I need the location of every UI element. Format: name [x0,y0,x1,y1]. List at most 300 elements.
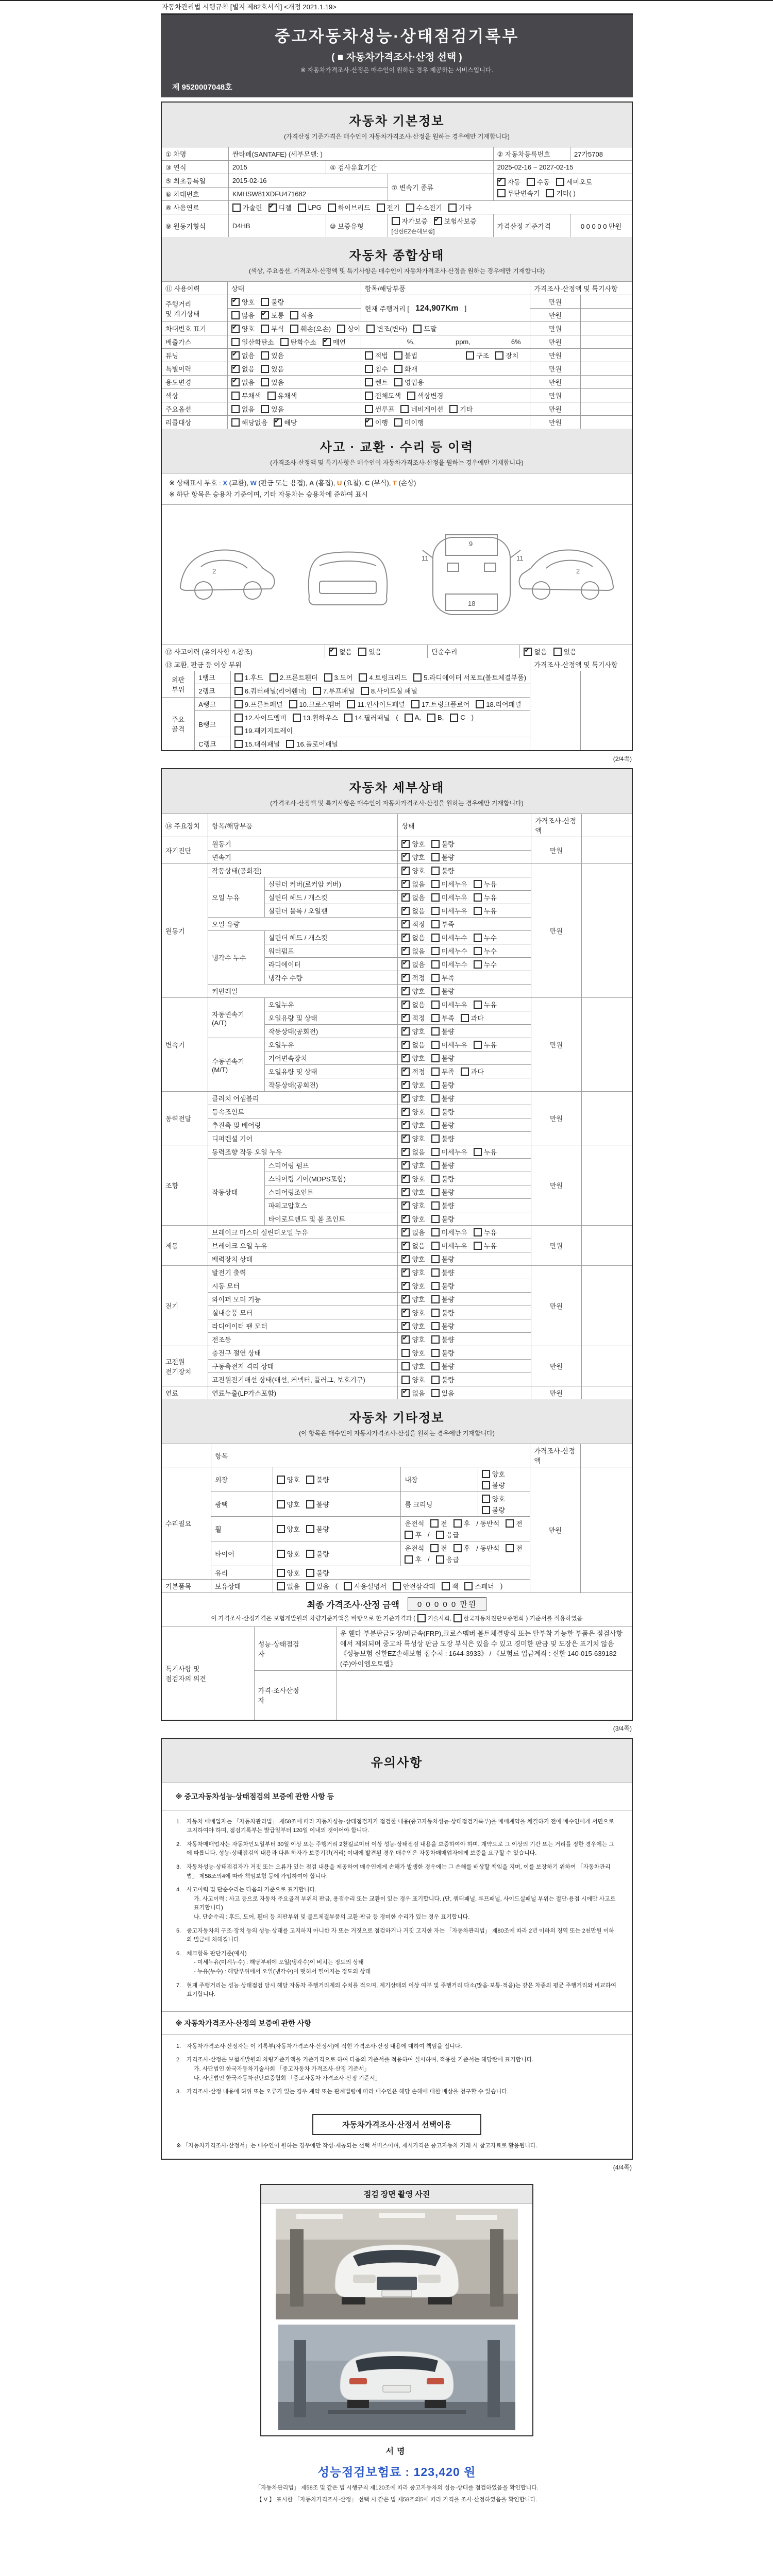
checkbox-icon[interactable] [401,1268,410,1277]
checkbox-unchecked[interactable] [442,1581,459,1591]
checkbox-icon[interactable] [401,947,410,955]
checkbox-unchecked[interactable] [234,739,280,749]
checkbox-unchecked[interactable] [234,672,263,682]
checkbox-unchecked[interactable] [431,1308,455,1317]
checkbox-checked[interactable] [231,364,255,374]
checkbox-icon[interactable] [431,907,440,915]
checkbox-checked[interactable] [401,1053,425,1063]
checkbox-icon[interactable] [411,700,419,708]
checkbox-icon[interactable] [401,1255,410,1263]
checkbox-unchecked[interactable] [313,686,355,696]
checkbox-unchecked[interactable] [261,404,284,414]
checkbox-icon[interactable] [401,880,410,888]
checkbox-unchecked[interactable] [431,879,467,889]
checkbox-checked[interactable] [524,647,547,656]
checkbox-unchecked[interactable] [280,337,316,347]
checkbox-unchecked[interactable] [430,1518,447,1528]
checkbox-icon[interactable] [365,351,373,360]
checkbox-checked[interactable] [401,1147,425,1157]
checkbox-icon[interactable] [430,1544,439,1552]
checkbox-icon[interactable] [431,1215,440,1223]
checkbox-unchecked[interactable] [231,417,267,427]
checkbox-icon[interactable] [431,853,440,861]
checkbox-checked[interactable] [365,417,388,427]
checkbox-icon[interactable] [261,311,269,319]
checkbox-checked[interactable] [401,1093,425,1103]
checkbox-unchecked[interactable] [431,906,467,916]
checkbox-icon[interactable] [401,1027,410,1036]
checkbox-unchecked[interactable] [553,647,577,656]
checkbox-icon[interactable] [476,700,484,708]
checkbox-icon[interactable] [466,351,474,360]
checkbox-unchecked[interactable] [392,216,428,226]
checkbox-icon[interactable] [231,325,240,333]
checkbox-unchecked[interactable] [401,1375,425,1384]
checkbox-icon[interactable] [436,1555,444,1564]
checkbox-icon[interactable] [474,1041,482,1049]
checkbox-icon[interactable] [464,1582,473,1590]
checkbox-unchecked[interactable] [405,714,421,722]
checkbox-icon[interactable] [401,1309,410,1317]
checkbox-icon[interactable] [393,1582,401,1590]
checkbox-unchecked[interactable] [427,714,444,722]
checkbox-icon[interactable] [231,338,240,346]
checkbox-checked[interactable] [401,1241,425,1250]
checkbox-unchecked[interactable] [431,1066,455,1076]
checkbox-icon[interactable] [431,1067,440,1076]
checkbox-icon[interactable] [232,204,241,212]
checkbox-icon[interactable] [495,351,503,360]
checkbox-icon[interactable] [328,204,336,212]
checkbox-unchecked[interactable] [436,1530,459,1539]
checkbox-icon[interactable] [231,405,240,413]
checkbox-unchecked[interactable] [234,699,283,709]
checkbox-unchecked[interactable] [474,879,497,889]
checkbox-icon[interactable] [431,1027,440,1036]
checkbox-unchecked[interactable] [431,1281,455,1291]
checkbox-checked[interactable] [231,350,255,360]
checkbox-icon[interactable] [407,392,415,400]
checkbox-icon[interactable] [401,1295,410,1303]
checkbox-checked[interactable] [401,1120,425,1130]
checkbox-checked[interactable] [261,310,284,320]
checkbox-unchecked[interactable] [286,739,338,749]
checkbox-icon[interactable] [401,867,410,875]
checkbox-icon[interactable] [506,1544,514,1552]
checkbox-checked[interactable] [268,202,292,212]
checkbox-unchecked[interactable] [365,391,401,400]
checkbox-unchecked[interactable] [431,1053,455,1063]
checkbox-icon[interactable] [323,338,331,346]
checkbox-unchecked[interactable] [231,337,274,347]
checkbox-icon[interactable] [553,648,562,656]
checkbox-icon[interactable] [406,204,414,212]
checkbox-unchecked[interactable] [431,1267,455,1277]
checkbox-unchecked[interactable] [413,324,436,333]
checkbox-icon[interactable] [401,1188,410,1196]
checkbox-icon[interactable] [474,1242,482,1250]
checkbox-unchecked[interactable] [431,1241,467,1250]
checkbox-unchecked[interactable] [359,672,407,682]
checkbox-checked[interactable] [231,297,255,307]
checkbox-unchecked[interactable] [431,1200,455,1210]
checkbox-unchecked[interactable] [306,1549,329,1558]
checkbox-icon[interactable] [401,1282,410,1290]
checkbox-icon[interactable] [401,1362,410,1370]
checkbox-unchecked[interactable] [431,973,455,982]
checkbox-unchecked[interactable] [436,1554,459,1564]
checkbox-icon[interactable] [267,392,276,400]
checkbox-icon[interactable] [431,1201,440,1210]
checkbox-unchecked[interactable] [277,1581,300,1591]
checkbox-icon[interactable] [231,392,240,400]
checkbox-icon[interactable] [405,1555,413,1564]
checkbox-icon[interactable] [474,934,482,942]
checkbox-icon[interactable] [453,1519,462,1528]
checkbox-icon[interactable] [306,1500,314,1509]
checkbox-icon[interactable] [401,1094,410,1103]
checkbox-icon[interactable] [337,325,345,333]
checkbox-checked[interactable] [323,337,346,347]
checkbox-icon[interactable] [431,1389,440,1397]
checkbox-unchecked[interactable] [394,417,424,427]
checkbox-unchecked[interactable] [290,324,331,333]
checkbox-checked[interactable] [274,417,297,427]
checkbox-unchecked[interactable] [261,377,284,387]
checkbox-icon[interactable] [329,648,337,656]
checkbox-unchecked[interactable] [277,1568,300,1578]
checkbox-icon[interactable] [401,1175,410,1183]
checkbox-checked[interactable] [401,919,425,929]
checkbox-unchecked[interactable] [431,1214,455,1224]
checkbox-icon[interactable] [448,204,457,212]
checkbox-icon[interactable] [405,1531,413,1539]
checkbox-unchecked[interactable] [234,725,293,735]
checkbox-unchecked[interactable] [289,699,341,709]
checkbox-unchecked[interactable] [556,177,592,187]
checkbox-checked[interactable] [401,879,425,889]
checkbox-icon[interactable] [290,311,298,319]
checkbox-checked[interactable] [401,1321,425,1331]
checkbox-unchecked[interactable] [464,1581,494,1591]
checkbox-icon[interactable] [306,1550,314,1558]
checkbox-unchecked[interactable] [431,933,467,942]
checkbox-unchecked[interactable] [401,1361,425,1371]
checkbox-unchecked[interactable] [430,1543,447,1553]
checkbox-icon[interactable] [394,378,402,386]
checkbox-icon[interactable] [401,1389,410,1397]
checkbox-checked[interactable] [497,177,520,187]
checkbox-unchecked[interactable] [431,1133,455,1143]
checkbox-icon[interactable] [461,1014,469,1022]
checkbox-icon[interactable] [431,987,440,995]
checkbox-checked[interactable] [401,1187,425,1197]
checkbox-icon[interactable] [231,365,240,373]
checkbox-icon[interactable] [231,351,240,360]
checkbox-unchecked[interactable] [431,1120,455,1130]
checkbox-icon[interactable] [431,1134,440,1143]
checkbox-basis-engineer-society[interactable]: 기술사회, [417,1614,451,1622]
checkbox-unchecked[interactable] [474,1241,497,1250]
checkbox-icon[interactable] [274,418,282,427]
checkbox-unchecked[interactable] [474,906,497,916]
checkbox-unchecked[interactable] [474,1147,497,1157]
checkbox-icon[interactable] [261,365,269,373]
checkbox-unchecked[interactable] [466,350,489,360]
checkbox-unchecked[interactable] [482,1505,505,1515]
checkbox-icon[interactable] [277,1569,285,1577]
checkbox-icon[interactable] [401,1001,410,1009]
checkbox-icon[interactable] [431,1349,440,1357]
checkbox-icon[interactable] [234,726,243,735]
checkbox-unchecked[interactable] [461,1066,484,1076]
checkbox-unchecked[interactable] [365,350,388,360]
checkbox-checked[interactable] [401,1174,425,1183]
checkbox-icon[interactable] [401,1349,410,1357]
checkbox-icon[interactable] [482,1481,490,1489]
checkbox-icon[interactable] [431,1322,440,1330]
checkbox-unchecked[interactable] [365,404,395,414]
checkbox-icon[interactable] [231,311,240,319]
checkbox-unchecked[interactable] [474,946,497,956]
checkbox-unchecked[interactable] [453,1543,470,1553]
checkbox-icon[interactable] [431,1362,440,1370]
checkbox-unchecked[interactable] [431,1147,467,1157]
checkbox-icon[interactable] [434,217,442,225]
checkbox-icon[interactable] [430,1519,439,1528]
checkbox-unchecked[interactable] [405,1530,422,1539]
checkbox-unchecked[interactable] [394,350,417,360]
checkbox-unchecked[interactable] [431,1334,455,1344]
checkbox-icon[interactable] [286,740,294,748]
checkbox-icon[interactable] [431,1121,440,1129]
checkbox-icon[interactable] [431,880,440,888]
checkbox-basis-diagnosis-assoc[interactable]: 한국자동차진단보증협회 [453,1614,524,1622]
checkbox-unchecked[interactable] [482,1469,505,1479]
checkbox-checked[interactable] [401,1080,425,1090]
checkbox-unchecked[interactable] [482,1494,505,1503]
checkbox-icon[interactable] [431,1108,440,1116]
checkbox-unchecked[interactable] [394,364,417,374]
checkbox-icon[interactable] [365,405,373,413]
checkbox-icon[interactable] [431,840,440,848]
checkbox-icon[interactable] [306,1476,314,1484]
checkbox-icon[interactable] [413,673,422,682]
checkbox-unchecked[interactable] [361,686,417,696]
checkbox-icon[interactable] [324,673,332,682]
checkbox-unchecked[interactable] [347,699,405,709]
checkbox-checked[interactable] [401,999,425,1009]
checkbox-unchecked[interactable] [431,1160,455,1170]
checkbox-checked[interactable] [401,1160,425,1170]
checkbox-icon[interactable] [401,1014,410,1022]
checkbox-icon[interactable] [431,1268,440,1277]
checkbox-icon[interactable] [431,1001,440,1009]
checkbox-icon[interactable] [524,648,532,656]
checkbox-unchecked[interactable] [267,391,297,400]
checkbox-icon[interactable] [431,1161,440,1170]
checkbox-checked[interactable] [401,852,425,862]
checkbox-icon[interactable] [392,217,400,225]
checkbox-unchecked[interactable] [474,933,497,942]
checkbox-checked[interactable] [434,216,477,226]
checkbox-icon[interactable] [431,1094,440,1103]
checkbox-unchecked[interactable] [277,1524,300,1534]
checkbox-icon[interactable] [401,907,410,915]
checkbox-icon[interactable] [431,893,440,902]
checkbox-unchecked[interactable] [431,1254,455,1264]
checkbox-icon[interactable] [270,673,278,682]
checkbox-icon[interactable] [431,1148,440,1156]
checkbox-icon[interactable] [268,204,277,212]
checkbox-icon[interactable] [431,934,440,942]
checkbox-unchecked[interactable] [293,713,338,722]
checkbox-unchecked[interactable] [261,364,284,374]
checkbox-unchecked[interactable] [234,686,307,696]
checkbox-unchecked[interactable] [366,324,407,333]
checkbox-unchecked[interactable] [306,1568,329,1578]
checkbox-unchecked[interactable] [431,852,455,862]
checkbox-icon[interactable] [450,714,458,722]
checkbox-icon[interactable] [234,700,243,708]
checkbox-unchecked[interactable] [431,959,467,969]
checkbox-checked[interactable] [401,1294,425,1304]
checkbox-icon[interactable] [261,325,269,333]
checkbox-icon[interactable] [482,1506,490,1514]
checkbox-icon[interactable] [359,673,367,682]
checkbox-icon[interactable] [556,178,564,186]
checkbox-unchecked[interactable] [270,672,318,682]
checkbox-unchecked[interactable] [306,1524,329,1534]
checkbox-unchecked[interactable] [474,892,497,902]
checkbox-icon[interactable] [277,1525,285,1533]
checkbox-unchecked[interactable] [298,204,322,212]
checkbox-icon[interactable] [313,687,321,695]
checkbox-icon[interactable] [431,1255,440,1263]
checkbox-icon[interactable] [506,1519,514,1528]
checkbox-icon[interactable] [401,1121,410,1129]
checkbox-icon[interactable] [461,1067,469,1076]
checkbox-icon[interactable] [405,714,413,722]
checkbox-unchecked[interactable] [431,866,455,875]
checkbox-checked[interactable] [401,892,425,902]
checkbox-icon[interactable] [431,974,440,982]
checkbox-icon[interactable] [401,1148,410,1156]
checkbox-icon[interactable] [401,1228,410,1236]
checkbox-icon[interactable] [234,673,243,682]
checkbox-icon[interactable] [474,893,482,902]
checkbox-checked[interactable] [401,1200,425,1210]
checkbox-unchecked[interactable] [431,1093,455,1103]
checkbox-unchecked[interactable] [306,1499,329,1509]
checkbox-icon[interactable] [401,974,410,982]
checkbox-icon[interactable] [413,325,422,333]
checkbox-checked[interactable] [401,1066,425,1076]
checkbox-icon[interactable] [497,189,506,197]
checkbox-icon[interactable] [289,700,297,708]
checkbox-unchecked[interactable] [277,1499,300,1509]
checkbox-unchecked[interactable] [231,404,255,414]
checkbox-unchecked[interactable] [261,324,284,333]
checkbox-icon[interactable] [442,1582,450,1590]
checkbox-unchecked[interactable] [431,946,467,956]
checkbox-icon[interactable] [474,1001,482,1009]
checkbox-checked[interactable] [401,1227,425,1237]
checkbox-unchecked[interactable] [431,1026,455,1036]
checkbox-icon[interactable] [401,1322,410,1330]
checkbox-unchecked[interactable] [277,1475,300,1484]
checkbox-icon[interactable] [400,405,409,413]
checkbox-unchecked[interactable] [474,1040,497,1049]
checkbox-icon[interactable] [277,1550,285,1558]
checkbox-unchecked[interactable] [365,364,388,374]
checkbox-unchecked[interactable] [405,1554,422,1564]
checkbox-icon[interactable] [431,867,440,875]
checkbox-icon[interactable] [394,365,402,373]
checkbox-icon[interactable] [431,1282,440,1290]
checkbox-unchecked[interactable] [290,310,313,320]
checkbox-checked[interactable] [231,324,255,333]
checkbox-checked[interactable] [401,1334,425,1344]
checkbox-icon[interactable] [394,351,402,360]
checkbox-checked[interactable] [329,647,352,656]
checkbox-icon[interactable] [474,907,482,915]
checkbox-icon[interactable] [431,1014,440,1022]
checkbox-icon[interactable] [431,1175,440,1183]
checkbox-unchecked[interactable] [506,1543,523,1553]
checkbox-unchecked[interactable] [400,404,443,414]
checkbox-checked[interactable] [401,986,425,996]
checkbox-icon[interactable] [401,1108,410,1116]
checkbox-unchecked[interactable] [344,1581,386,1591]
checkbox-checked[interactable] [401,906,425,916]
checkbox-icon[interactable] [482,1470,490,1478]
checkbox-unchecked[interactable] [358,647,381,656]
checkbox-unchecked[interactable] [231,391,261,400]
checkbox-icon[interactable] [546,189,554,197]
checkbox-unchecked[interactable] [393,1581,435,1591]
checkbox-checked[interactable] [401,933,425,942]
checkbox-icon[interactable] [431,1228,440,1236]
checkbox-icon[interactable] [431,947,440,955]
checkbox-unchecked[interactable] [546,188,575,198]
checkbox-icon[interactable] [306,1582,314,1590]
checkbox-checked[interactable] [401,1267,425,1277]
checkbox-icon[interactable] [401,1215,410,1223]
checkbox-icon[interactable] [474,880,482,888]
checkbox-icon[interactable] [431,920,440,928]
checkbox-icon[interactable] [280,338,289,346]
checkbox-unchecked[interactable] [394,377,424,387]
checkbox-checked[interactable] [401,1308,425,1317]
checkbox-unchecked[interactable] [234,713,287,722]
checkbox-icon[interactable] [431,1242,440,1250]
checkbox-unchecked[interactable] [365,377,388,387]
checkbox-checked[interactable] [401,1214,425,1224]
checkbox-checked[interactable] [401,959,425,969]
checkbox-icon[interactable] [431,1041,440,1049]
checkbox-unchecked[interactable] [431,1294,455,1304]
checkbox-icon[interactable] [474,960,482,969]
checkbox-checked[interactable] [401,1013,425,1023]
checkbox-icon[interactable] [474,1148,482,1156]
checkbox-unchecked[interactable] [344,713,390,722]
checkbox-unchecked[interactable] [431,1227,467,1237]
checkbox-icon[interactable] [401,987,410,995]
checkbox-icon[interactable] [401,1041,410,1049]
checkbox-icon[interactable] [366,325,375,333]
checkbox-unchecked[interactable] [448,202,472,212]
